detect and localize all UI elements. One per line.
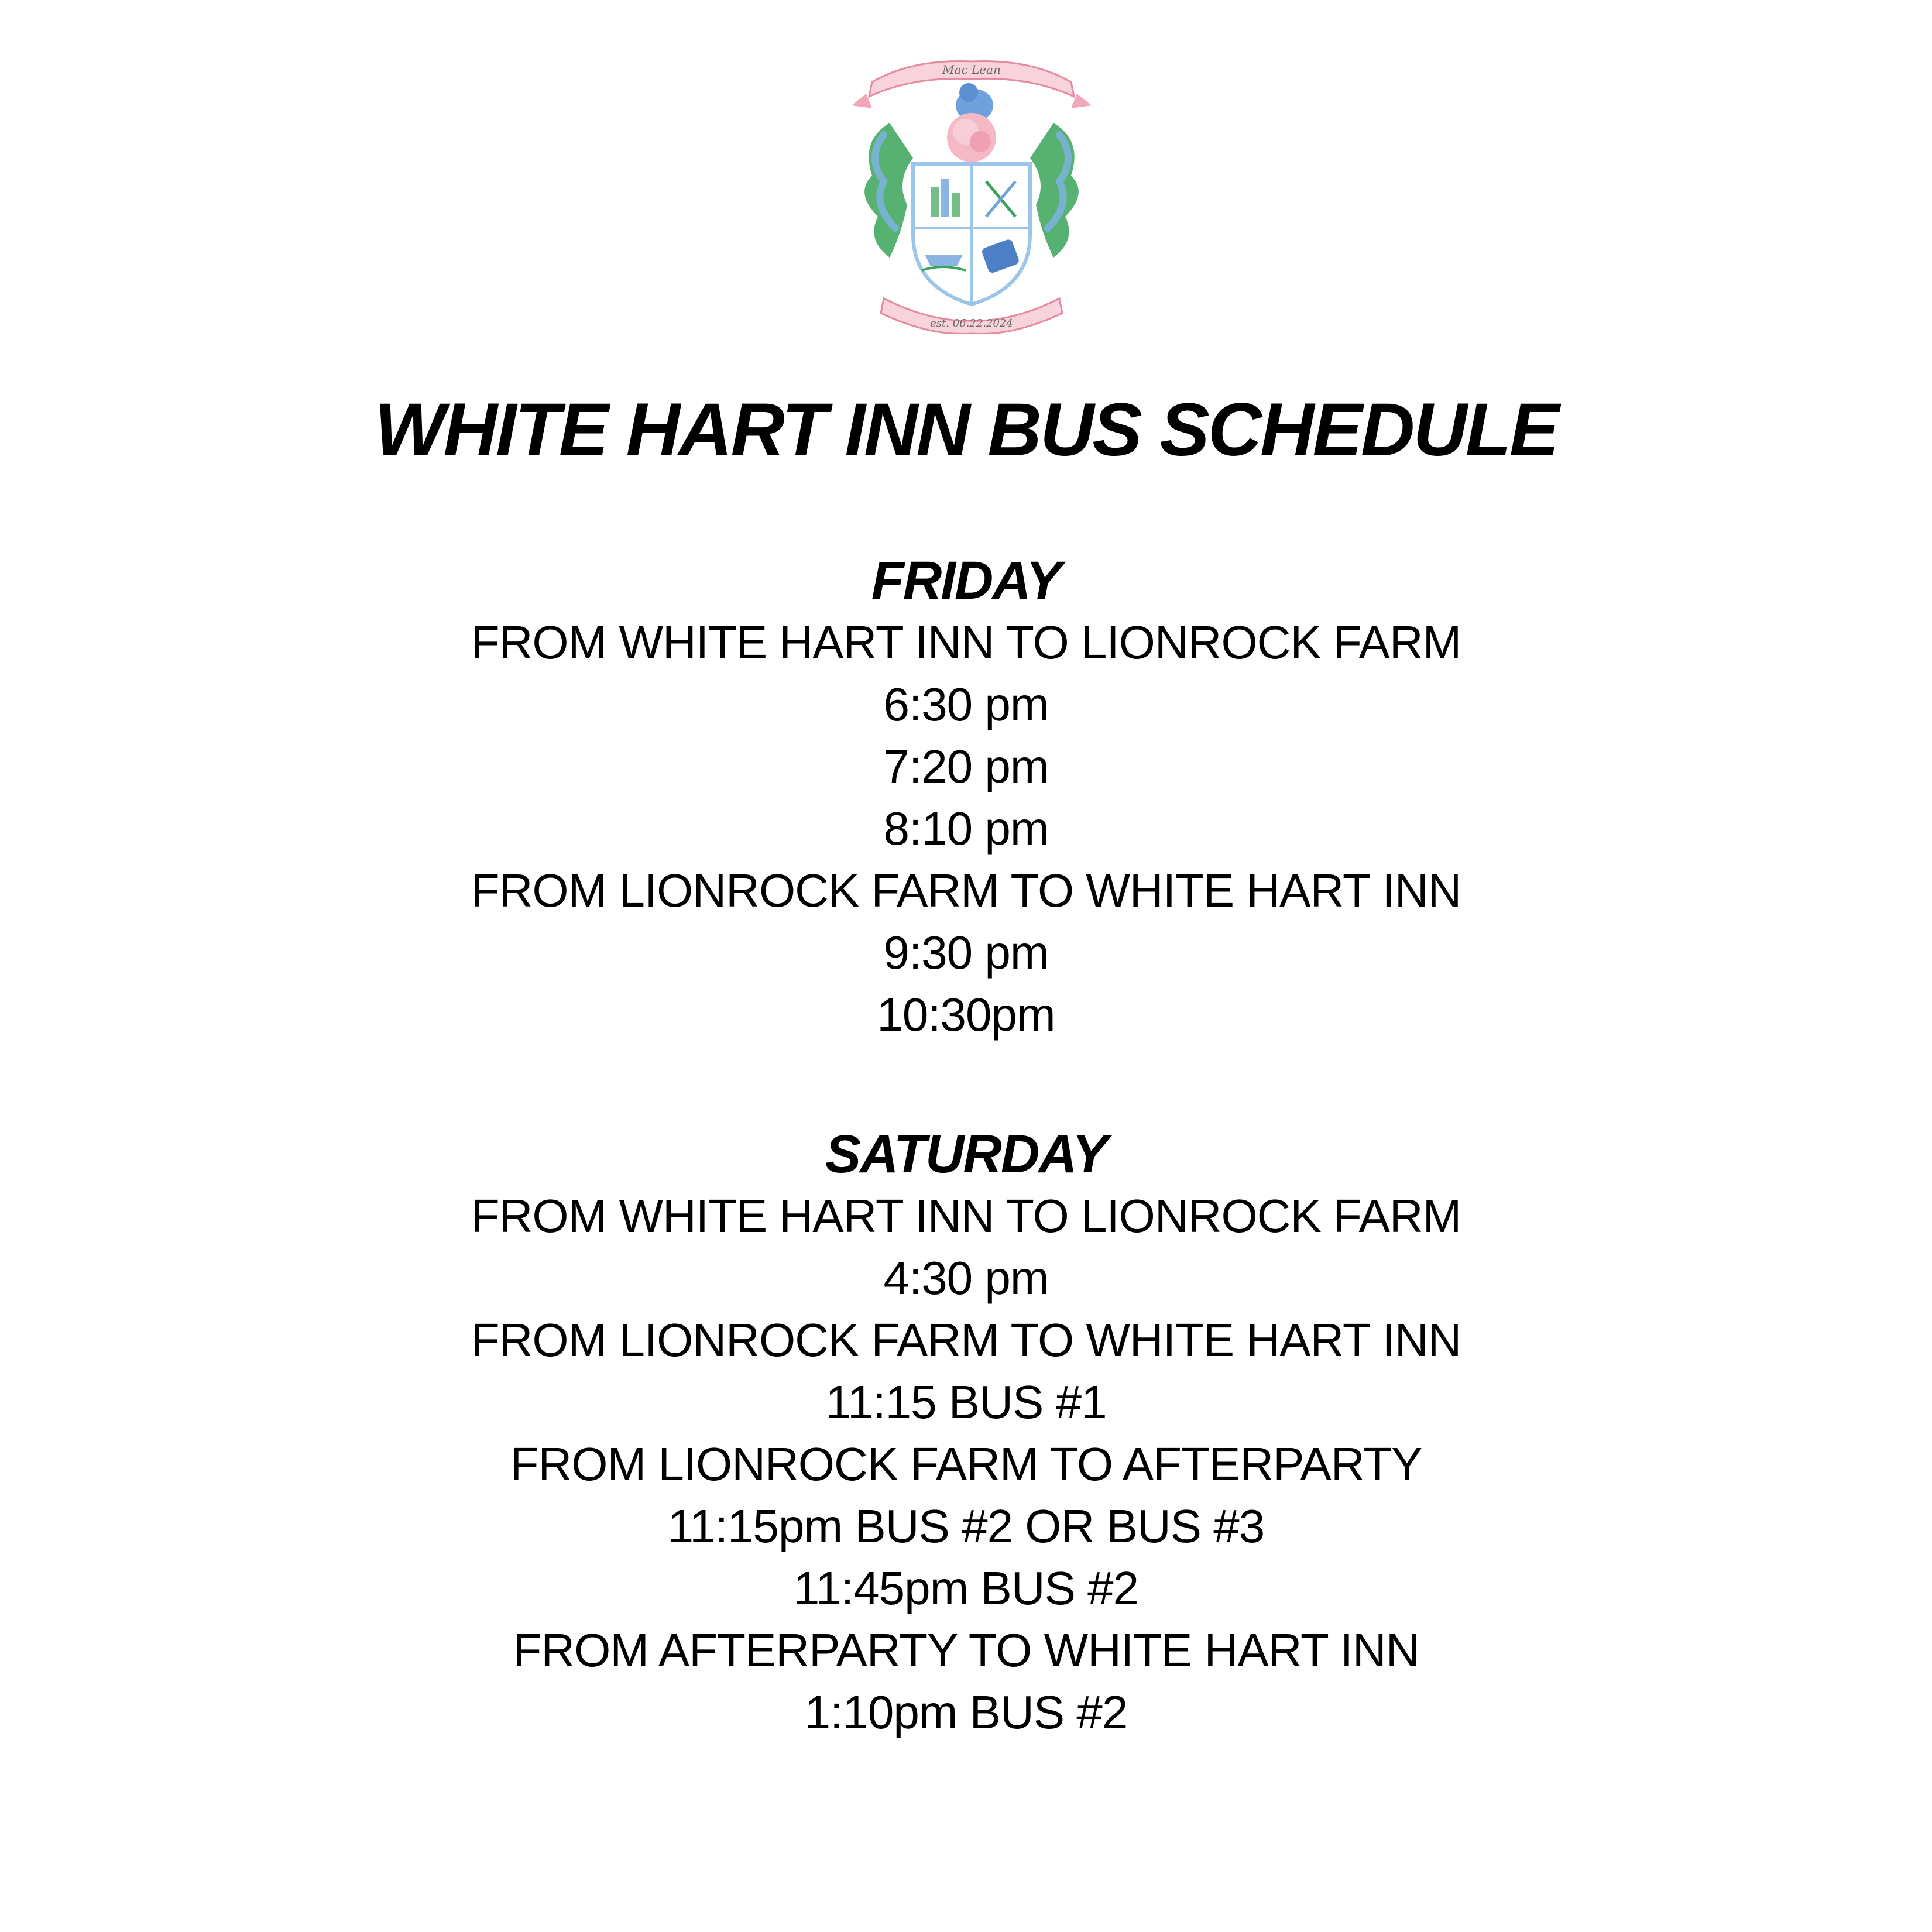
friday-section	[0, 547, 1932, 1046]
route-label: FROM WHITE HART INN TO LIONROCK FARM	[471, 616, 1461, 668]
departure-time: 1:10pm BUS #2	[804, 1686, 1128, 1738]
family-crest-logo	[849, 41, 1094, 334]
departure-time: 8:10 pm	[883, 802, 1049, 855]
departure-time: 10:30pm	[877, 989, 1055, 1041]
route-label: FROM LIONROCK FARM TO WHITE HART INN	[471, 1314, 1461, 1366]
departure-time: 6:30 pm	[883, 678, 1049, 730]
saturday-section	[0, 1121, 1932, 1744]
departure-time: 11:15 BUS #1	[825, 1376, 1107, 1428]
svg-text:Mac Lean: Mac Lean	[942, 63, 1001, 77]
route-label: FROM WHITE HART INN TO LIONROCK FARM	[471, 1190, 1461, 1242]
departure-time: 4:30 pm	[883, 1252, 1049, 1304]
day-heading-saturday: SATURDAY	[825, 1124, 1107, 1184]
departure-time: 11:45pm BUS #2	[793, 1562, 1139, 1614]
page-title: WHITE HART INN BUS SCHEDULE	[374, 388, 1558, 472]
departure-time: 7:20 pm	[883, 740, 1049, 792]
svg-text:est. 06.22.2024: est. 06.22.2024	[930, 317, 1013, 330]
route-label: FROM LIONROCK FARM TO AFTERPARTY	[510, 1438, 1422, 1490]
departure-time: 11:15pm BUS #2 OR BUS #3	[667, 1500, 1265, 1552]
departure-time: 9:30 pm	[883, 926, 1049, 979]
route-label: FROM AFTERPARTY TO WHITE HART INN	[513, 1624, 1419, 1676]
route-label: FROM LIONROCK FARM TO WHITE HART INN	[471, 864, 1461, 917]
day-heading-friday: FRIDAY	[871, 551, 1061, 610]
